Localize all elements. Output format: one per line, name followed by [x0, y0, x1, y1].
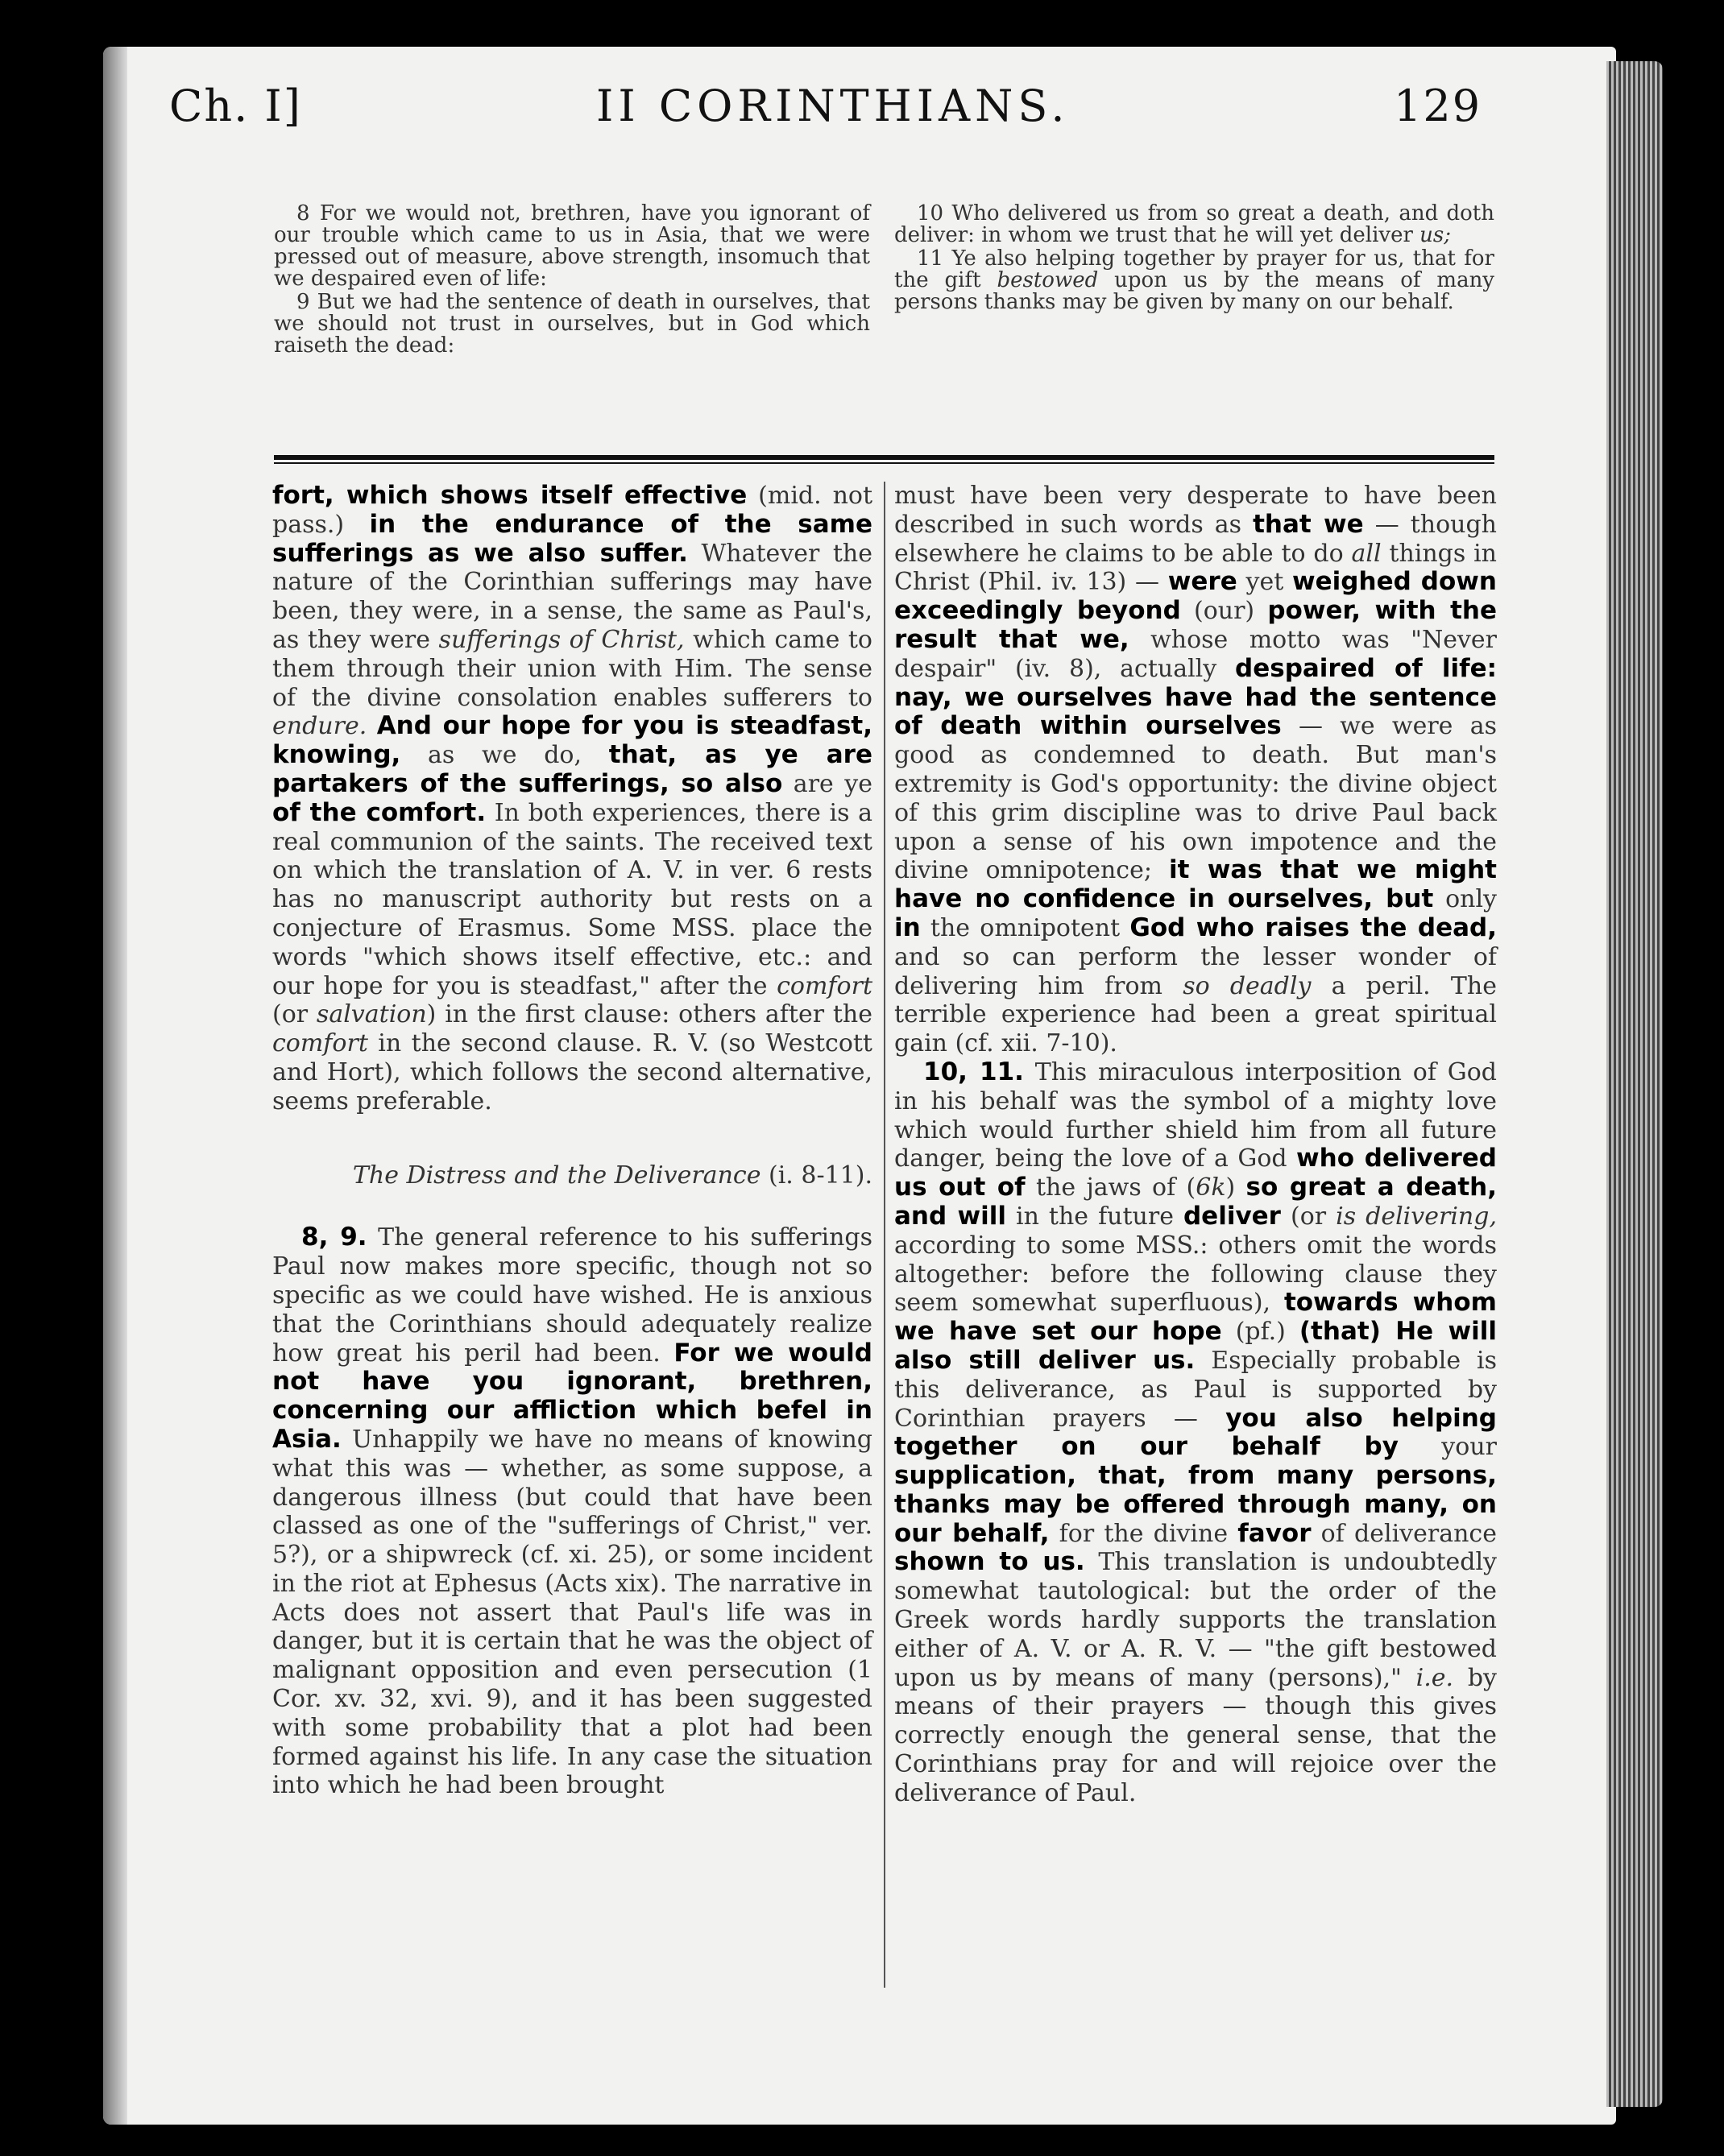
commentary-paragraph: [894, 482, 1497, 1058]
commentary-text: (mid. not pass.): [272, 482, 873, 539]
commentary-text: your: [1398, 1433, 1497, 1462]
italic-text: endure.: [272, 712, 367, 741]
commentary-text: — though elsewhere he claims to be able to do: [894, 510, 1498, 568]
commentary-text: — we were as good as condemned to death. But man's extremity is God's opportunity: the divine object of this grim discipline was to drive Paul back upon a sense of his own impotence and the divine omnipotence;: [894, 712, 1497, 885]
commentary-text: for the divine: [1049, 1519, 1238, 1548]
section-heading: [272, 1161, 872, 1190]
commentary-text: are ye: [782, 769, 872, 798]
page-edges: [1606, 61, 1663, 2107]
bold-quote-text: fort, which shows itself effective: [272, 481, 748, 510]
bold-quote-text: weighed down exceedingly beyond: [894, 567, 1497, 626]
italic-text: comfort: [272, 1029, 368, 1058]
commentary-text: which came to them through their union with Him. The sense of the divine consolation enables sufferers to: [272, 625, 872, 712]
commentary-text: Especially probable is this deliverance, as Paul is supported by Corinthian prayers —: [894, 1346, 1497, 1433]
commentary-text: 10 Who delivered us from so great a death, and doth deliver: in whom we trust that he will yet deliver: [894, 201, 1494, 247]
commentary-paragraph: [272, 1223, 872, 1800]
commentary-text: This translation is undoubtedly somewhat tautological: but the order of the Greek words hardly supports the translation either of A. V. or A. R. V. — "the gift bestowed upon us by means of many (persons),": [894, 1548, 1497, 1692]
commentary-text: 11 Ye also helping together by prayer for us, that for the gift: [894, 246, 1494, 292]
italic-text: all: [1351, 539, 1382, 568]
bold-quote-text: in: [894, 912, 921, 942]
bold-quote-text: 8, 9.: [301, 1223, 367, 1252]
italic-text: bestowed: [997, 268, 1099, 292]
running-header-title: II CORINTHIANS.: [596, 81, 1070, 131]
commentary-text: [367, 712, 376, 740]
commentary-text: The Distress and the Deliverance: [352, 1161, 761, 1190]
bold-quote-text: God who raises the dead,: [1129, 912, 1497, 942]
commentary-text: in the second clause. R. V. (so Westcott and Hort), which follows the second alternative, seems preferable.: [272, 1029, 872, 1115]
italic-text: i.e.: [1415, 1663, 1454, 1692]
bold-quote-text: that, as ye are partakers of the sufferings, so also: [272, 740, 872, 798]
commentary-text: a peril. The terrible experience had been a great spiritual gain (cf. xii. 7-10).: [894, 971, 1497, 1058]
commentary-left-column: [272, 482, 872, 1800]
page-gutter: [103, 47, 127, 2125]
bold-quote-text: despaired of life: nay, we ourselves have had the sentence of death within ourselves: [894, 653, 1497, 741]
commentary-text: must have been very desperate to have been described in such words as: [894, 482, 1497, 539]
commentary-text: (our): [1180, 597, 1268, 626]
commentary-text: things in Christ (Phil. iv. 13) —: [894, 539, 1497, 597]
bold-quote-text: (that) He will also still deliver us.: [894, 1317, 1497, 1375]
section-rule-thick: [274, 455, 1494, 460]
running-header-chapter: Ch. I]: [169, 81, 302, 131]
commentary-text: the omnipotent: [920, 913, 1130, 942]
bold-quote-text: of the comfort.: [272, 797, 487, 827]
bold-quote-text: it was that we might have no confidence in ourselves, but: [894, 855, 1497, 914]
commentary-text: in the future: [1005, 1202, 1183, 1231]
italic-text: 6k: [1196, 1173, 1226, 1202]
commentary-text: according to some MSS.: others omit the words altogether: before the following clause they seem somewhat superfluous),: [894, 1231, 1497, 1318]
bold-quote-text: who delivered us out of: [894, 1144, 1497, 1202]
commentary-text: the jaws of (: [1025, 1173, 1196, 1202]
verse-9: 9 But we had the sentence of death in ourselves, that we should not trust in ourselves, but in God which raiseth the dead:: [274, 290, 870, 358]
commentary-text: yet: [1237, 568, 1293, 597]
bold-quote-text: that we: [1253, 509, 1364, 539]
commentary-text: ): [1225, 1173, 1246, 1202]
verse-10: [894, 203, 1494, 246]
italic-text: is delivering,: [1336, 1202, 1497, 1231]
commentary-text: of deliverance: [1311, 1519, 1497, 1548]
commentary-right-column: [894, 482, 1497, 1808]
bold-quote-text: you also helping together on our behalf by: [894, 1403, 1497, 1462]
scripture-text-right: [894, 203, 1494, 315]
commentary-text: Unhappily we have no means of knowing what this was — whether, as some suppose, a dangerous illness (but could that have been classed as one of the "sufferings of Christ," ver. 5?), or a shipwreck (cf. xi. 25), or some incident in the riot at Ephesus (Acts xix). The narrative in Acts does not assert that Paul's life was in danger, but it is certain that he was the object of malignant opposition and even persecution (1 Cor. xv. 32, xvi. 9), and it has been suggested with some probability that a plot had been formed against his life. In any case the situation into which he had been brought: [272, 1425, 872, 1800]
column-divider: [884, 482, 885, 1988]
commentary-text: (or: [272, 1000, 317, 1029]
commentary-text: (i. 8-11).: [760, 1161, 872, 1190]
bold-quote-text: towards whom we have set our hope: [894, 1288, 1497, 1347]
commentary-text: by means of their prayers — though this gives correctly enough the general sense, that the Corinthians pray for and will rejoice over the deliverance of Paul.: [894, 1663, 1497, 1807]
bold-quote-text: deliver: [1183, 1201, 1281, 1231]
bold-quote-text: For we would not have you ignorant, brethren, concerning our affliction which befel in Asia.: [272, 1338, 872, 1454]
commentary-text: only: [1433, 885, 1497, 914]
verse-11: [894, 248, 1494, 313]
commentary-text: This miraculous interposition of God in his behalf was the symbol of a mighty love which would further shield him from all future danger, being the love of a God: [894, 1057, 1497, 1173]
section-rule-thin: [274, 462, 1494, 464]
italic-text: sufferings of Christ,: [438, 625, 685, 654]
italic-text: salvation: [316, 1000, 427, 1029]
commentary-text: Whatever the nature of the Corinthian sufferings may have been, they were, in a sense, the same as Paul's, as they were: [272, 539, 872, 654]
bold-quote-text: power, with the result that we,: [894, 596, 1497, 654]
page-number: 129: [1394, 81, 1482, 131]
bold-quote-text: shown to us.: [894, 1547, 1085, 1577]
commentary-text: ) in the first clause: others after the: [426, 1000, 872, 1029]
commentary-paragraph: [272, 482, 872, 1116]
bold-quote-text: were: [1167, 567, 1237, 597]
verse-8: 8 For we would not, brethren, have you ignorant of our trouble which came to us in Asia, that we were pressed out of measure, above strength, insomuch that we despaired even of life:: [274, 201, 870, 291]
commentary-text: whose motto was "Never despair" (iv. 8), actually: [894, 625, 1497, 683]
italic-text: us;: [1419, 223, 1452, 247]
scripture-text-left: [274, 203, 870, 358]
bold-quote-text: supplication, that, from many persons, thanks may be offered through many, on our behalf,: [894, 1461, 1497, 1548]
bold-quote-text: 10, 11.: [923, 1057, 1024, 1086]
commentary-text: and so can perform the lesser wonder of delivering him from: [894, 942, 1497, 1000]
bold-quote-text: so great a death, and will: [894, 1173, 1498, 1231]
italic-text: comfort: [777, 971, 872, 1000]
commentary-text: (or: [1280, 1202, 1337, 1231]
commentary-text: upon us by the means of many persons thanks may be given by many on our behalf.: [894, 268, 1494, 314]
italic-text: so deadly: [1183, 971, 1312, 1000]
bold-quote-text: favor: [1237, 1518, 1312, 1548]
commentary-text: as we do,: [400, 741, 609, 770]
commentary-text: (pf.): [1221, 1318, 1299, 1347]
commentary-text: In both experiences, there is a real communion of the saints. The received text on which the translation of A. V. in ver. 6 rests has no manuscript authority but rests on a conjecture of Erasmus. Some MSS. place the words "which shows itself effective, etc.: and our hope for you is steadfast," after the: [272, 798, 872, 1000]
commentary-text: The general reference to his sufferings Paul now makes more specific, though not so specific as we could have wished. He is anxious that the Corinthians should adequately realize how great his peril had been.: [272, 1223, 872, 1368]
commentary-paragraph: [894, 1058, 1497, 1808]
bold-quote-text: And our hope for you is steadfast, knowing,: [272, 711, 872, 770]
bold-quote-text: in the endurance of the same sufferings as we also suffer.: [272, 509, 872, 568]
